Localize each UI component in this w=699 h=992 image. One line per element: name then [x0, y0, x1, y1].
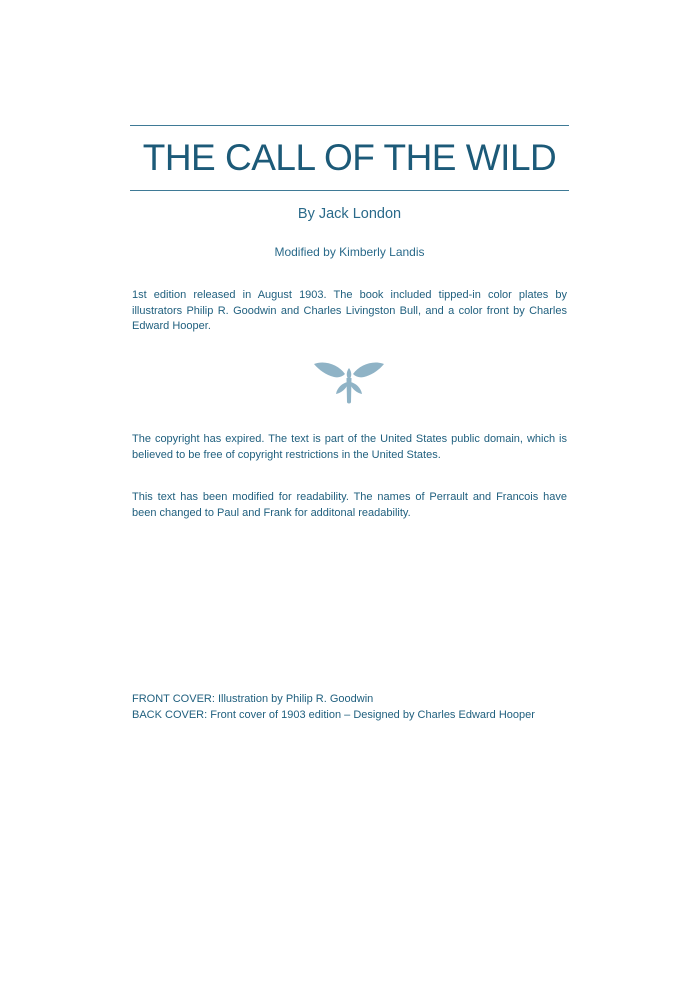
modification-paragraph: This text has been modified for readability. The names of Perrault and Francois have been changed to Paul and Frank for additonal readability.	[132, 491, 567, 519]
title-top-rule	[130, 125, 569, 126]
back-cover-credit: BACK COVER: Front cover of 1903 edition – Designed by Charles Edward Hooper	[132, 708, 535, 721]
author-line: By Jack London	[297, 206, 402, 222]
modified-by-line: Modified by Kimberly Landis	[274, 245, 425, 259]
front-cover-credit: FRONT COVER: Illustration by Philip R. Goodwin	[132, 693, 374, 705]
cover-credits	[132, 692, 572, 723]
title-bottom-rule	[130, 190, 569, 191]
fleuron-icon	[312, 358, 386, 408]
book-title: THE CALL OF THE WILD	[142, 137, 557, 178]
copyright-paragraph: The copyright has expired. The text is part of the United States public domain, which is believed to be free of copyright restrictions in the United States.	[132, 433, 567, 461]
edition-paragraph: 1st edition released in August 1903. The book included tipped-in color plates by illustrators Philip R. Goodwin and Charles Livingston Bull, and a color front by Charles Edward Hooper.	[132, 289, 567, 332]
